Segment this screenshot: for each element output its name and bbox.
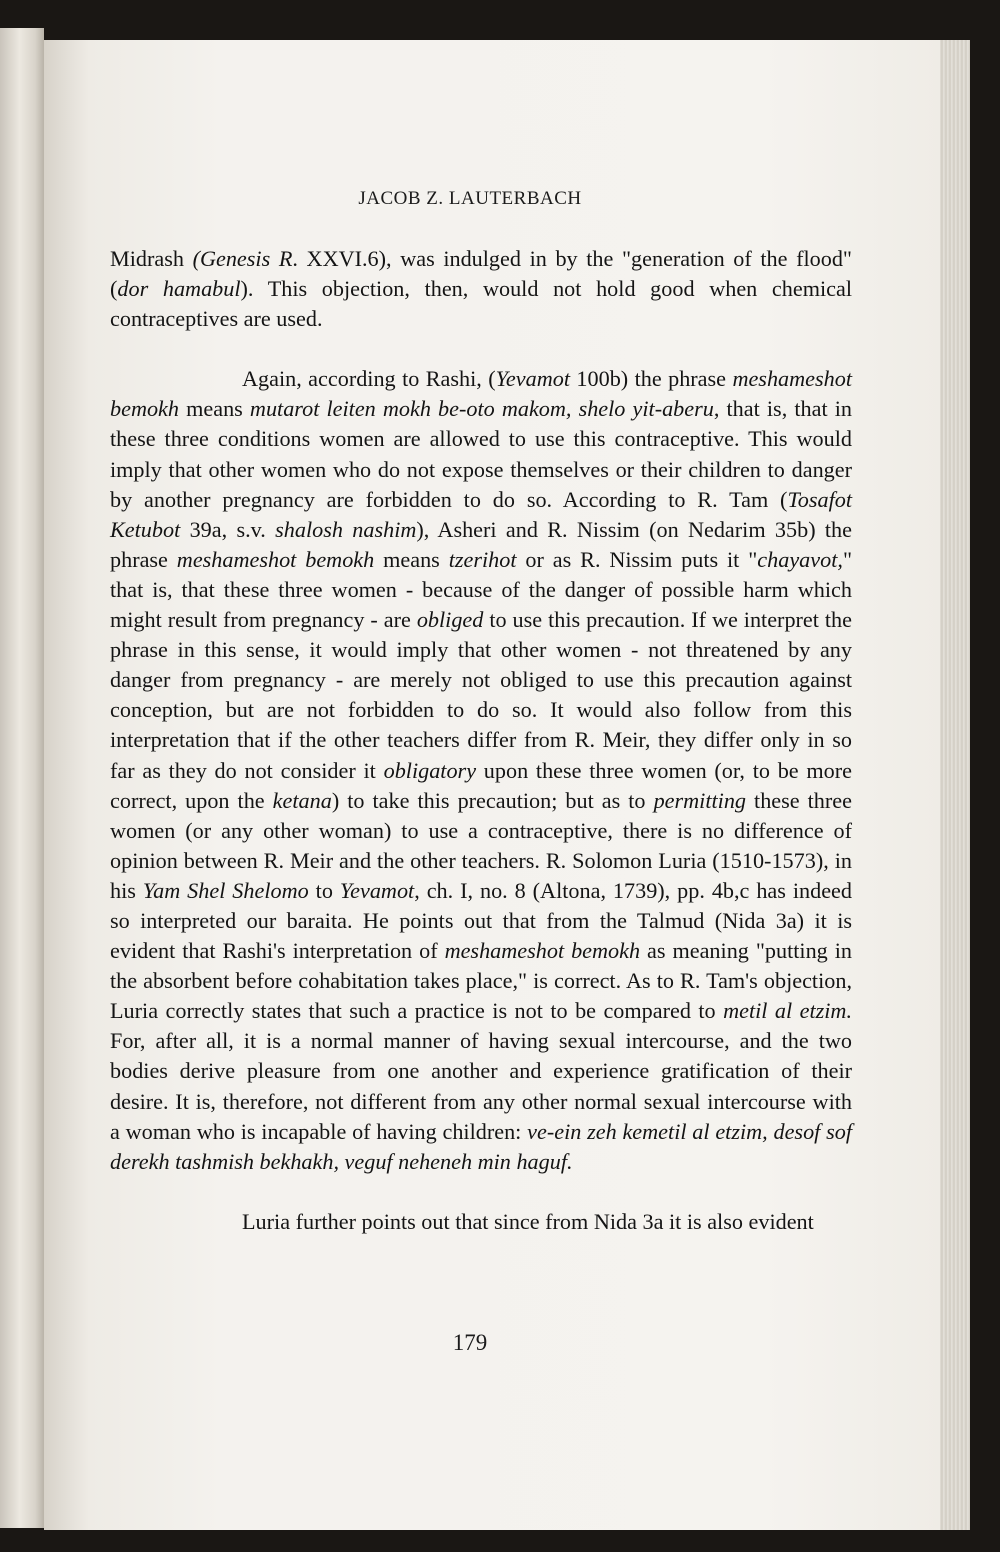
- italic-text: Yevamot: [339, 877, 415, 903]
- italic-text: mutarot leiten mokh be-oto makom, shelo yit-aberu: [249, 396, 714, 422]
- text-run: to use this precaution. If we interpret the phrase in this sense, it would imply that other women - not threatened by any danger from pregnancy - are merely not obliged to use this precaution against conception, but are not forbidden to do so. It would also follow from this interpretation that if the other teachers differ from R. Meir, they differ only in so far as they do not consider it: [110, 607, 852, 783]
- italic-text: shalosh nashim: [275, 516, 417, 542]
- italic-text: metil al etzim.: [723, 998, 852, 1024]
- running-head: JACOB Z. LAUTERBACH: [358, 188, 582, 209]
- text-run: 39a, s.v.: [180, 516, 276, 542]
- italic-text: meshameshot bemokh: [444, 938, 641, 964]
- paragraph: [110, 1207, 852, 1237]
- italic-text: (Genesis R: [192, 246, 293, 271]
- text-run: or as R. Nissim puts it ": [516, 546, 758, 572]
- italic-text: ketana: [272, 787, 332, 813]
- italic-text: Tosafot Ketubot: [110, 486, 852, 542]
- text-run: ) to take this precaution; but as to: [331, 787, 654, 813]
- italic-text: Yam Shel Shelomo: [142, 877, 309, 903]
- text-run: as meaning "putting in the absorbent before cohabitation takes place," is correct. As to R. Tam's objection, Luria correctly states that such a practice is not to be compared to: [110, 938, 852, 1024]
- text-run: to: [308, 877, 340, 903]
- text-run: . XXVI.6), was indulged in by the "generation of the flood" (: [110, 246, 852, 302]
- text-run: Again, according to Rashi, (: [242, 366, 496, 392]
- text-run: , ch. I, no. 8 (Altona, 1739), pp. 4b,c has indeed so interpreted our baraita. He points out that from the Talmud (Nida 3a) it is evident that Rashi's interpretation of: [110, 877, 852, 964]
- body-text: [110, 244, 852, 1237]
- text-run: these three women (or any other woman) to use a contraceptive, there is no difference of opinion between R. Meir and the other teachers. R. Solomon Luria (1510-1573), in his: [110, 787, 852, 903]
- paragraph: [110, 244, 852, 334]
- text-run: ), Asheri and R. Nissim (on Nedarim 35b) the phrase: [110, 516, 852, 572]
- text-run: Luria further points out that since from Nida 3a it is also evident: [242, 1208, 814, 1234]
- text-run: means: [179, 396, 250, 422]
- adjacent-page-edge: [0, 28, 44, 1528]
- page-number: 179: [452, 1330, 488, 1355]
- italic-text: dor hamabul: [117, 276, 241, 302]
- text-run: For, after all, it is a normal manner of having sexual intercourse, and the two bodies derive pleasure from one another and experience gratification of their desire. It is, therefore, not different from any other normal sexual intercourse with a woman who is incapable of having children:: [110, 1028, 852, 1144]
- italic-text: obligatory: [383, 757, 477, 783]
- italic-text: tzerihot: [448, 546, 517, 572]
- text-run: 100b) the phrase: [570, 366, 733, 392]
- italic-text: meshameshot bemokh: [110, 366, 852, 422]
- italic-text: obliged: [416, 607, 484, 633]
- text-run: " that is, that these three women - because of the danger of possible harm which might result from pregnancy - are: [110, 546, 852, 633]
- text-run: , that is, that in these three conditions women are allowed to use this contraceptive. This would imply that other women who do not expose themselves or their children to danger by another pregnancy are forbidden to do so. According to R. Tam (: [110, 396, 852, 512]
- text-run: means: [374, 546, 449, 572]
- italic-text: meshameshot bemokh: [176, 546, 375, 572]
- italic-text: chayavot,: [757, 546, 843, 572]
- italic-text: Yevamot: [495, 366, 570, 392]
- italic-text: ve-ein zeh kemetil al etzim, desof sof derekh tashmish bekhakh, veguf neheneh min haguf.: [110, 1118, 853, 1174]
- paragraph: [110, 364, 852, 1177]
- page-stack-edge: [940, 40, 970, 1530]
- italic-text: permitting: [653, 787, 747, 813]
- text-run: ). This objection, then, would not hold good when chemical contraceptives are used.: [110, 276, 852, 332]
- text-run: upon these three women (or, to be more correct, upon the: [110, 757, 852, 813]
- text-run: Midrash: [110, 246, 193, 271]
